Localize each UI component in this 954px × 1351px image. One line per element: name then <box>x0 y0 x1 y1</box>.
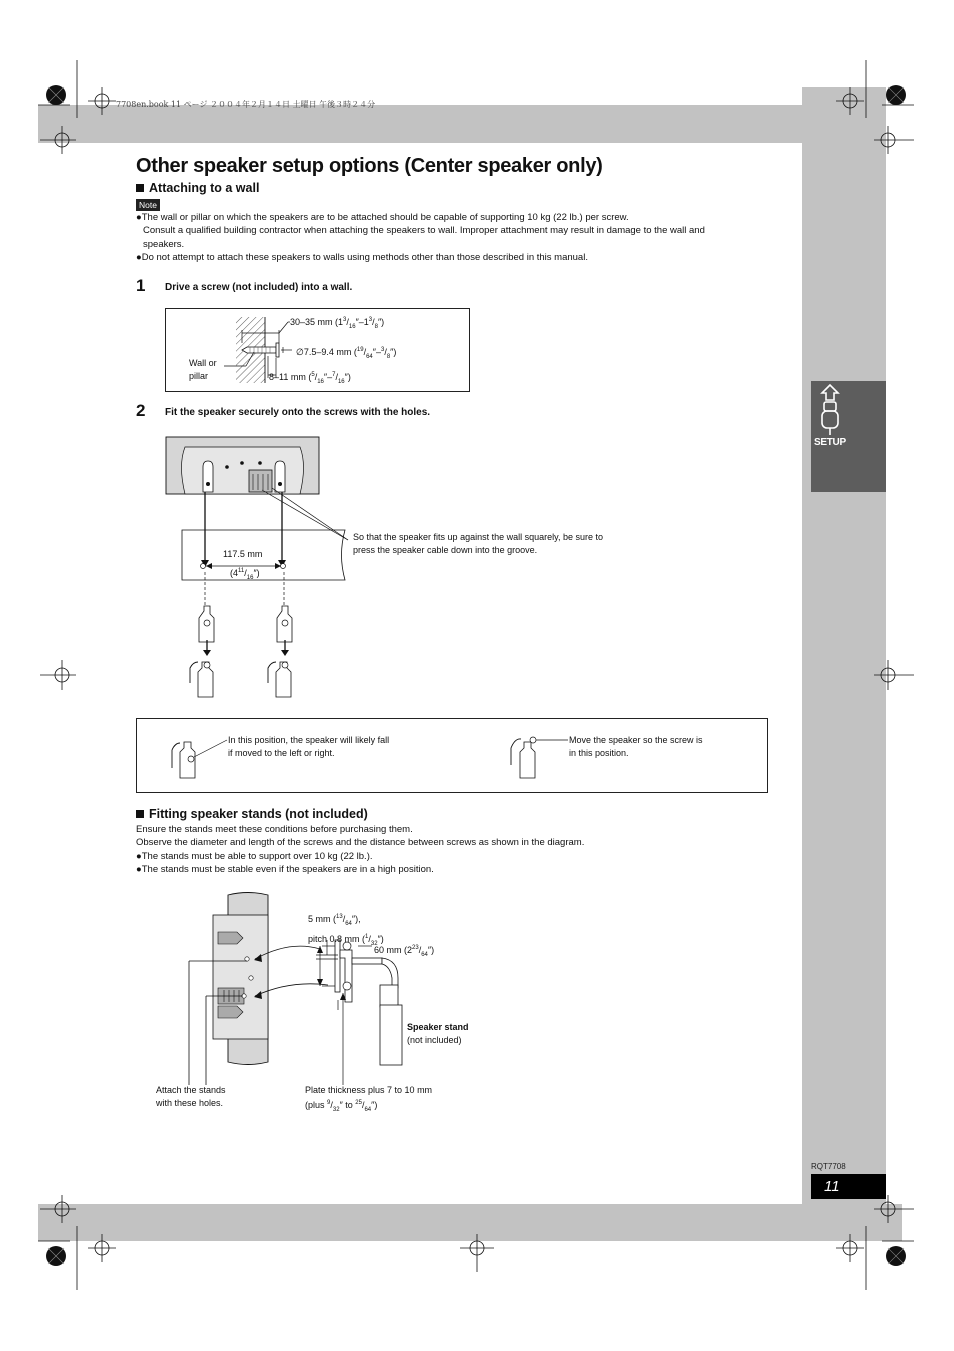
print-file-info: 7708en.book 11 ページ ２００４年２月１４日 土曜日 午後３時２４分 <box>116 100 376 109</box>
screw-spacing-label: 117.5 mm <box>223 549 263 559</box>
plate-thickness-label: Plate thickness plus 7 to 10 mm (plus $^9/_{32}''$ to $^{25}/_{64}''$) <box>305 1085 433 1113</box>
note-line: ●Do not attempt to attach these speakers to walls using methods other than those described in this manual. <box>136 251 588 263</box>
step-1-text: Drive a screw (not included) into a wall. <box>165 282 353 293</box>
document-code: RQT7708 <box>811 1162 846 1171</box>
wall-pillar-label: Wall or pillar <box>189 358 217 381</box>
screw-length-label: 30–35 mm $(1^3/_{16}''-1^3/_8'')$ <box>290 317 385 330</box>
groove-callout-text: So that the speaker fits up against the wall squarely, be sure to press the speaker cable down into the groove. <box>353 532 603 555</box>
page-title: Other speaker setup options (Center speaker only) <box>136 155 603 177</box>
page-number: 11 <box>824 1178 840 1195</box>
screw-diameter-label: ∅7.5–9.4 mm $(^{19}/_{64}''-^3/_8'')$ <box>296 347 397 360</box>
stands-line: ●The stands must be stable even if the speakers are in a high position. <box>136 863 434 875</box>
wall-heading-text: Attaching to a wall <box>149 181 260 195</box>
step-2-number: 2 <box>136 401 146 420</box>
screw-distance-label: 60 mm $(2^{23}/_{64}'')$ <box>374 945 435 958</box>
step-2-text: Fit the speaker securely onto the screws with the holes. <box>165 407 431 418</box>
note-line: speakers. <box>143 238 185 250</box>
correct-position-text: Move the speaker so the screw is in this position. <box>569 735 703 758</box>
screw-head-gap-label: 8–11 mm $(^5/_{16}''-^7/_{16}'')$ <box>269 372 351 385</box>
stands-line: Observe the diameter and length of the screws and the distance between screws as shown in the diagram. <box>136 837 585 849</box>
attach-holes-label: Attach the stands with these holes. <box>156 1085 226 1108</box>
stands-line: Ensure the stands meet these conditions before purchasing them. <box>136 824 413 835</box>
step-1-number: 1 <box>136 276 146 295</box>
wrong-position-text: In this position, the speaker will likely fall if moved to the left or right. <box>228 735 390 758</box>
stands-heading-text: Fitting speaker stands (not included) <box>149 807 368 821</box>
note-line: Consult a qualified building contractor when attaching the speakers to wall. Improper attachment may result in damage to the wall and <box>143 225 705 237</box>
speaker-stand-label: Speaker stand (not included) <box>407 1022 469 1045</box>
page-number-box <box>811 1174 886 1199</box>
note-badge: Note <box>136 199 160 211</box>
note-line: ●The wall or pillar on which the speakers are to be attached should be capable of supporting 10 kg (22 lb.) per screw. <box>136 212 629 223</box>
screw-size-label: 5 mm $(^{13}/_{64}'')$, pitch 0.8 mm $(^1/_{32}'')$ <box>308 914 384 947</box>
screw-spacing-imperial: $(4^{11}/_{16}'')$ <box>230 568 260 581</box>
setup-tab-label: SETUP <box>814 437 846 448</box>
stands-line: ●The stands must be able to support over 10 kg (22 lb.). <box>136 850 373 862</box>
